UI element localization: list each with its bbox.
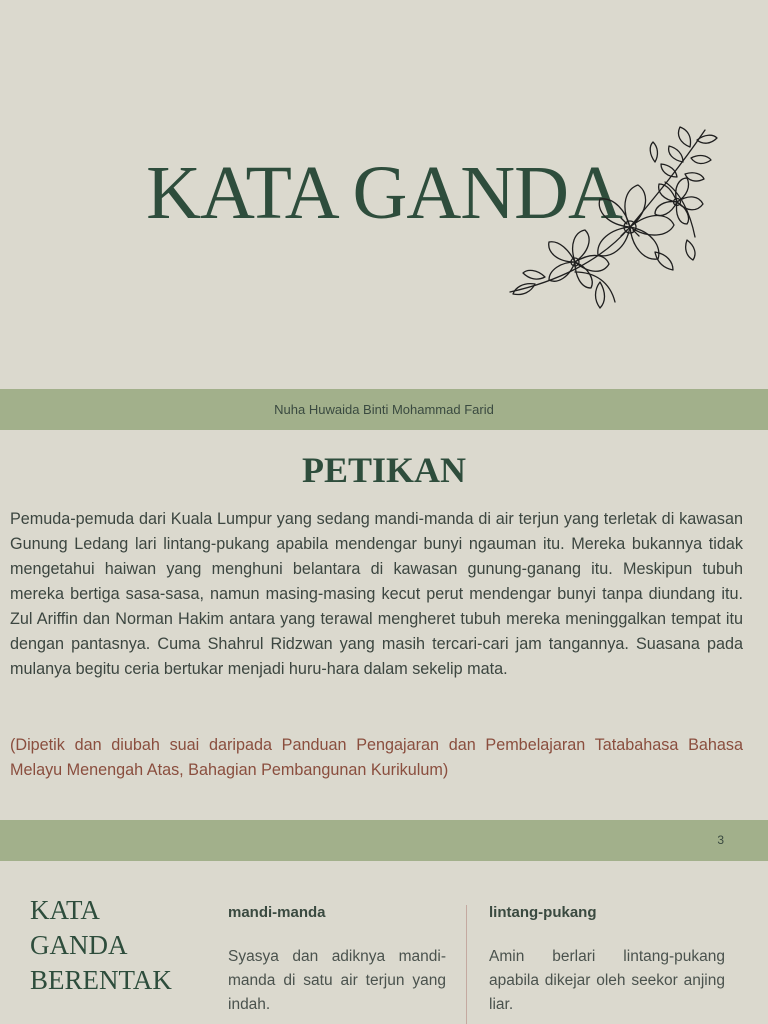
floral-illustration-icon <box>505 122 720 312</box>
author-band <box>0 389 768 430</box>
example-text-mandi-manda: Syasya dan adiknya mandi-manda di satu air terjun yang indah. <box>228 948 446 1013</box>
petikan-passage: Pemuda-pemuda dari Kuala Lumpur yang sedang mandi-manda di air terjun yang terletak di kawasan Gunung Ledang lari lintang-pukang apabila mendengar bunyi ngauman itu. Mereka bukannya tidak mengetahui haiwan yang menghuni belantara di kawasan gunung-ganang itu. Meskipun tubuh mereka bertiga sasa-sasa, namun masing-masing kecut perut mendengar bunyi tanpa diundang itu. Zul Ariffin dan Norman Hakim antara yang terawal mengheret tubuh mereka meninggalkan tempat itu dengan pantasnya. Cuma Shahrul Ridzwan yang masih tercari-cari jam tangannya. Suasana pada mulanya begitu ceria bertukar menjadi huru-hara dalam sekelip mata. <box>10 510 743 678</box>
author-name: Nuha Huwaida Binti Mohammad Farid <box>274 402 494 417</box>
berentak-heading-line: BERENTAK <box>30 965 172 995</box>
cover-title: KATA GANDA <box>146 151 622 235</box>
berentak-heading <box>30 893 210 998</box>
example-title-mandi-manda: mandi-manda <box>228 904 326 921</box>
page-number-band <box>0 820 768 861</box>
berentak-heading-line: KATA <box>30 895 100 925</box>
example-text-lintang-pukang: Amin berlari lintang-pukang apabila dikejar oleh seekor anjing liar. <box>489 948 725 1013</box>
example-title-lintang-pukang: lintang-pukang <box>489 904 597 921</box>
berentak-heading-line: GANDA <box>30 930 128 960</box>
petikan-heading: PETIKAN <box>301 450 467 490</box>
column-divider <box>466 905 467 1024</box>
petikan-source: (Dipetik dan diubah suai daripada Panduan Pengajaran dan Pembelajaran Tatabahasa Bahasa Melayu Menengah Atas, Bahagian Pembangunan Kurikulum) <box>10 736 743 779</box>
page-number: 3 <box>717 833 724 847</box>
